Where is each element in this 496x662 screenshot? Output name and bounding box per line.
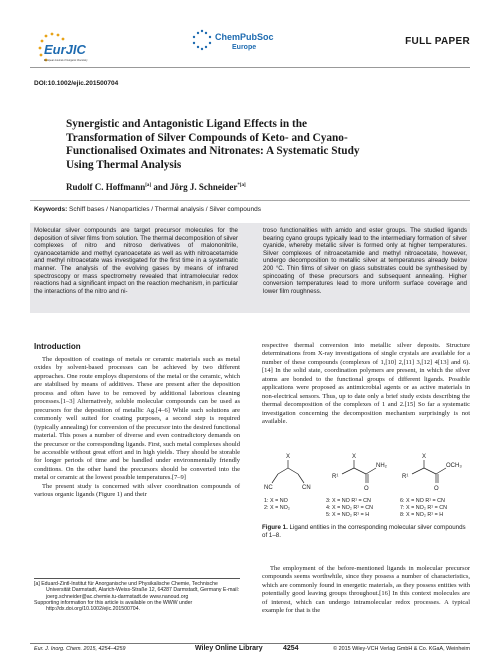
body-left-column: [34, 356, 240, 500]
eurjic-logo-text: EurJIC: [44, 42, 86, 57]
body-right-column-continued: [262, 565, 470, 616]
doi: DOI:10.1002/ejic.201500704: [34, 80, 119, 87]
affiliation-footnote: [a] Eduard-Zintl-Institut für Anorganische und Physikalische Chemie, Technische Universität Darmstadt, Alarich-Weiss-Straße 12, 64287 Darmstadt, Germany E-mail: joerg.schneider@ac.chemie.tu-darmstadt.de www.nanoud.org: [34, 581, 240, 600]
compound-legend: 7: X = NO₂ R¹ = CN: [400, 505, 448, 511]
abstract-right-column: troso functionalities with amido and ester groups. The studied ligands bearing cyano groups typically lead to the intermediary formation of silver cyanide, whereby metallic silver is formed only at higher temperatures. Silver complexes of nitroacetamide and methyl nitroacetate, however, undergo decomposition to metallic silver at temperatures already below 200 °C. Thin films of silver on glass substrates could be synthesised by spincoating of these precursors and subsequent annealing. Higher conversion temperatures lead to more uniform surface coverage and lower film roughness.: [263, 227, 467, 295]
substituent-nh2: NH₂: [376, 463, 387, 469]
figure-caption: [262, 524, 470, 539]
footer-journal: Eur. J. Inorg. Chem. 2015, 4254–4259: [34, 646, 126, 652]
article-title: Synergistic and Antagonistic Ligand Effects in the Transformation of Silver Compounds of Keto- and Cyano-Functionalised Oximates and Nitronates: A Systematic Study Using Thermal Analysis: [66, 118, 360, 171]
footnote-divider: [34, 578, 240, 579]
keywords-label: Keywords:: [34, 206, 68, 213]
footer-divider: [30, 643, 470, 644]
paragraph: The deposition of coatings of metals or ceramic materials such as metal oxides by solvent-based processes can be achieved by two different approaches. One route employs dispersions of the metal or the ceramic, which are stabilised by means of additives. These are present after the deposition process and often have to be removed by additional laborious cleaning processes.[1–3] Alternatively, soluble molecular compounds can be used as precursors for the deposition of metallic Ag.[4–6] While such solutions are commonly well suited for coating purposes, a second step is required (typically annealing) for conversion of the precursor into the desired functional material. This poses a number of diverse and even contradictory demands on the precursor or the corresponding ligands. First, such metal complexes should be accessible without great effort and in high yields. They should be storable for longer periods of time and be handled under environmentally friendly conditions. On the other hand the precursors should be converted into the metal or ceramic at the lowest possible temperatures.[7–9]: [34, 356, 240, 482]
section-label: FULL PAPER: [405, 36, 470, 47]
page-number: 4254: [283, 645, 299, 652]
eurjic-logo: [34, 30, 94, 70]
body-right-column: [262, 342, 470, 427]
author-separator: and: [151, 182, 171, 192]
chempubsoc-logo: [190, 29, 310, 55]
compound-legend: 6: X = NO R¹ = CN: [400, 498, 445, 504]
supporting-info-footnote: Supporting information for this article is available on the WWW under http://dx.doi.org/10.1002/ejic.201500704.: [34, 599, 193, 613]
footnotes: [34, 581, 240, 612]
substituent-r1: R¹: [402, 474, 409, 480]
compound-legend: 1: X = NO: [264, 498, 288, 504]
author-name: Rudolf C. Hoffmann: [66, 182, 146, 192]
footer-wiley-online-library[interactable]: Wiley Online Library: [195, 645, 263, 652]
substituent-x: X: [422, 454, 427, 460]
structure-acetamide: [342, 460, 376, 483]
compound-legend: 3: X = NO R¹ = CN: [326, 498, 371, 504]
author-name: Jörg J. Schneider: [170, 182, 238, 192]
figure-1-structures: [262, 450, 470, 520]
substituent-r1: R¹: [332, 474, 339, 480]
substituent-x: X: [352, 454, 357, 460]
figure-caption-text: Ligand entities in the corresponding molecular silver compounds of 1–8.: [262, 524, 466, 539]
abstract-left-column: Molecular silver compounds are target precursor molecules for the deposition of silver films from solution. The thermal decomposition of silver complexes of nitro and nitroso derivatives of malononitrile, cyanoacetamide and methyl cyanoacetate as well as with nitroacetamide and methyl nitroacetate was investigated for the first time in a systematic manner. The analysis of the evolving gases by means of infrared spectroscopy or mass spectrometry revealed that intramolecular redox reactions had a significant impact on the reaction mechanism, in particular the interactions of the nitro and ni-: [34, 227, 238, 295]
paragraph: The employment of the before-mentioned ligands in molecular precursor compounds seems worthwhile, since they possess a number of characteristics, which are commonly found in energetic materials, as they possess entities with potentially good leaving groups throughout.[16] In this context molecules are of interest, which can undergo intramolecular redox processes. A typical example for that is the: [262, 565, 470, 615]
affiliation-mark: [a]: [145, 183, 152, 188]
compound-legend: 8: X = NO₂ R¹ = H: [400, 512, 444, 518]
compound-legend: 2: X = NO₂: [264, 505, 290, 511]
substituent-cn: CN: [302, 485, 311, 491]
substituent-x: X: [286, 454, 291, 460]
section-heading-introduction: Introduction: [34, 342, 81, 351]
compound-legend: 5: X = NO₂ R¹ = H: [326, 512, 370, 518]
chempubsoc-logo-sub: Europe: [232, 44, 257, 51]
keywords-list: Schiff bases / Nanoparticles / Thermal analysis / Silver compounds: [67, 206, 261, 213]
paragraph: The present study is concerned with silver coordination compounds of various organic ligands (Figure 1) and their: [34, 482, 240, 499]
chempubsoc-logo-text: ChemPubSoc: [215, 32, 274, 42]
paragraph: respective thermal conversion into metallic silver deposits. Structure determinations from X-ray investigations of single crystals are available for a number of these compounds (complexes of 1,[10] 2,[11] 3,[12] 4[13] and 6).[14] In the solid state, coordination polymers are present, in which the silver atoms are bonded to the functional groups of different ligands. Possible applications were proposed as antimicrobial agents or as active materials in non-electrical sensors. Thus, up to date only a brief study exists describing the thermal decomposition of the complexes of 1 and 2.[15] So far a systematic investigation concerning the decomposition mechanism surprisingly is not available.: [262, 342, 470, 426]
footer-copyright: © 2015 Wiley-VCH Verlag GmbH & Co. KGaA, Weinheim: [333, 646, 470, 652]
keywords: [34, 206, 261, 213]
substituent-nc: NC: [264, 485, 273, 491]
author-list: [66, 182, 246, 192]
figure-caption-label: Figure 1.: [262, 524, 288, 531]
structure-ester: [412, 460, 446, 483]
compound-legend: 4: X = NO₂ R¹ = CN: [326, 505, 374, 511]
substituent-o: O: [434, 486, 439, 492]
substituent-o: O: [364, 486, 369, 492]
keywords-divider: [30, 200, 470, 201]
substituent-och3: OCH₃: [446, 463, 462, 469]
structure-malononitrile: [272, 460, 304, 483]
eurjic-logo-sub: European Journal of Inorganic Chemistry: [44, 59, 88, 62]
affiliation-mark: *[a]: [237, 183, 246, 188]
header-divider: [30, 67, 470, 68]
